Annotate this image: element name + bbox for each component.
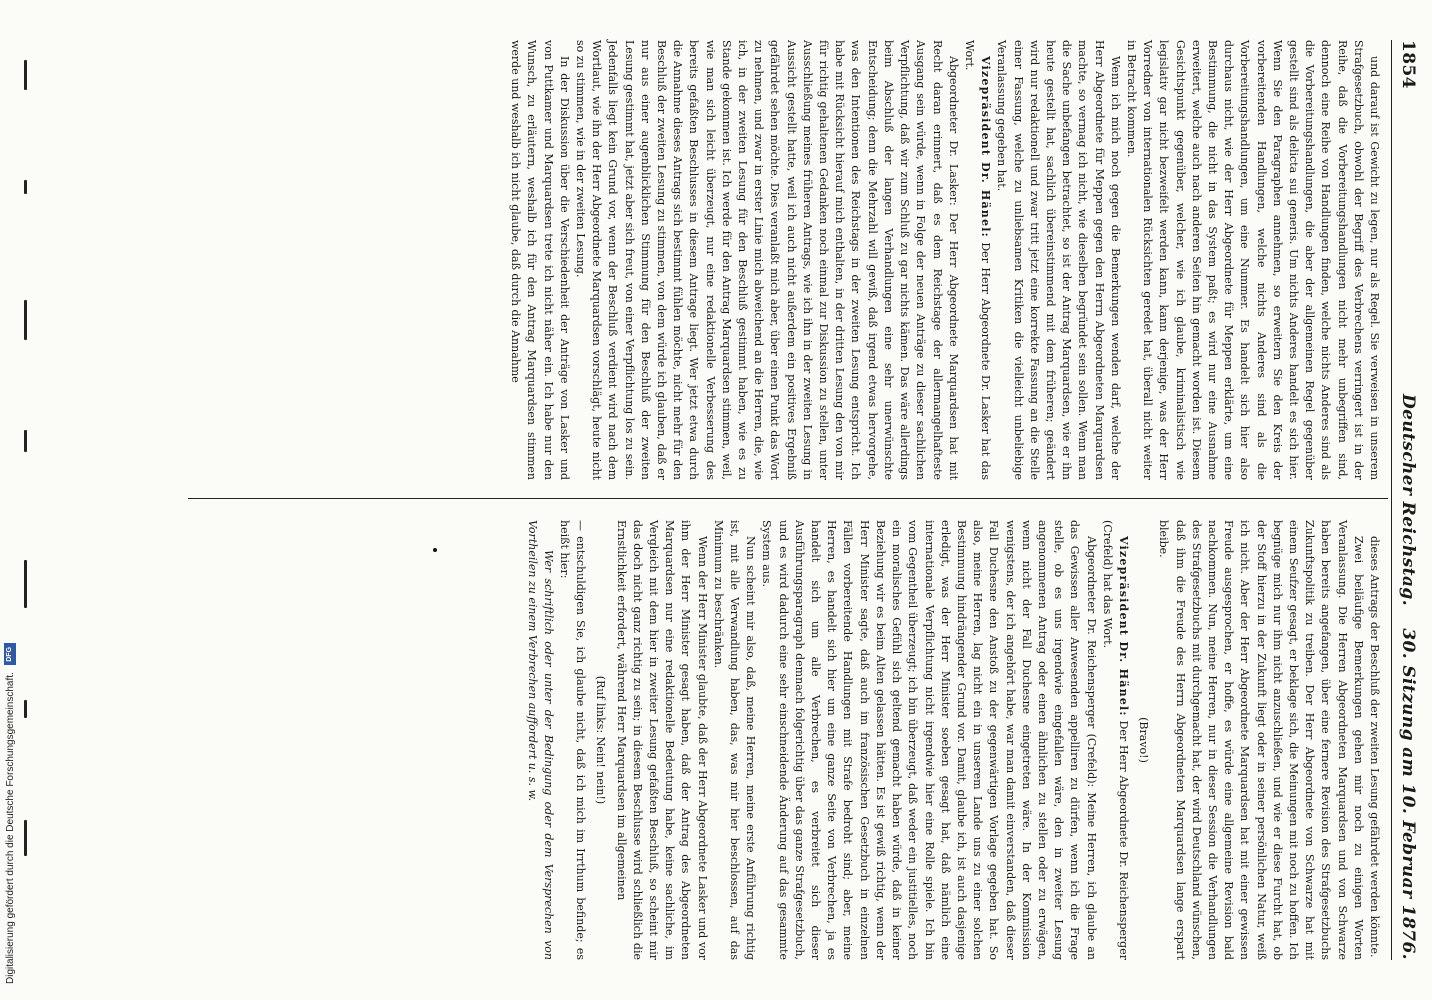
interjection: (Ruf links: Nein! nein!) bbox=[594, 675, 608, 805]
paragraph: und darauf ist Gewicht zu legen, nur als Regel. Sie verweisen in unserem Strafgesetzbuch, obwohl der Begriff des Verbrechens verringert ist in der Reihe, daß die Vorbereitungshandlungen nicht mehr unbegriffen sind, dennoch eine Reihe von Handlungen finden, welche nichts Anderes sind als die Vorbereitungshandlungen, die aber der allgemeinen Regel gegenüber gestellt sind als delicta sui generis. Um nichts Anderes handelt es sich hier. Wenn Sie den Paragraphen annehmen, so erweitern Sie den Kreis der vorbereitenden Handlungen, welche nichts Anderes sind als die Vorbereitungshandlungen, um eine Nummer. Es handelt sich hier also durchaus nicht, wie der Herr Abgeordnete für Meppen erklärte, um eine Bestimmung, die nicht in das System paßt; es wird nur eine Ausnahme erweitert, welche auch nach anderen Seiten hin gemacht worden ist. Diesem Gesichtspunkt gegenüber, welcher, wie ich glaube, kriminalistisch wie legislativ gar nicht bezweifelt werden kann, kann derjenige, was der Herr Vorredner von internationalen Rücksichten geredet hat, überall nicht weiter in Betracht kommen. bbox=[1124, 40, 1381, 480]
speaker-name: Vizepräsident Dr. Hänel: bbox=[1116, 536, 1130, 717]
speaker-text: Der Herr Abgeordnete Dr. Reichensperger (Crefeld) hat das Wort. bbox=[1100, 520, 1130, 960]
column-divider bbox=[188, 498, 1388, 499]
speaker-name: Vizepräsident Dr. Hänel: bbox=[979, 56, 993, 238]
publication-title: Deutscher Reichstag. bbox=[1398, 393, 1418, 607]
ink-speck bbox=[433, 548, 437, 552]
paragraph: Abgeordneter Dr. Lasker: Der Herr Abgeordnete Marquardsen hat mit Recht daran erinnert, daß es dem Reichstage der allermangelhafteste Ausgang sein würde, wenn in Folge der neuen Anträge zu dieser sachlichen Verpflichtung, daß wir zum Schluß zu gar nichts kämen. Das wäre allerdings beim Abschluß der langen Verhandlungen eine sehr unerwünschte Entscheidung; denn die Mehrzahl will gewiß, daß irgend etwas hervorgehe, was den Intentionen des Reichstags in der zweiten Lesung entspricht. Ich habe mit Rücksicht hierauf mich enthalten, in der dritten Lesung den von mir für richtig gehaltenen Gedanken noch einmal zur Diskussion zu stellen, unter Ausschließung meines früheren Antrags, wie ich ihn in der zweiten Lesung in Aussicht gestellt hatte, weil ich auch nicht außerdem ein positives Ergebniß gefährdet sehen möchte. Dies veranlaßt mich aber, über einen Punkt das Wort zu nehmen, und zwar in erster Linie mich abweichend an die Herren, die, wie ich, in der zweiten Lesung für den Beschluß gestimmt haben, wie es zu Stande gekommen ist. Ich werde für den Antrag Marquardsen stimmen, weil, wie man sich leicht überzeugt, nur eine redaktionelle Verbesserung des bereits gefaßten Beschlusses in diesem Antrage liegt. Wer jetzt etwa durch die Annahme dieses Antrags sich bestimmt fühlen möchte, nicht mehr für den Beschluß der zweiten Lesung zu stimmen, von dem würde ich glauben, daß er nur aus einer augenblicklichen Stimmung für den Beschluß der zweiten Lesung gestimmt hat, jetzt aber sich freut, von einer Verpflichtung los zu sein. Jedenfalls liegt kein Grund vor, wenn der Beschluß verdient wird nach dem Wortlaut, wie ihn der Herr Abgeordnete Marquardsen vorschlägt, heute nicht so zu stimmen, wie in der zweiten Lesung. bbox=[574, 40, 960, 480]
paragraph: Nun scheint mir also, daß, meine Herren, meine erste Anführung richtig ist, mit alle Verwandlung haben, das, was mir hier beschlossen, auf das Minimum zu beschränken. bbox=[711, 520, 758, 960]
session-date: 30. Sitzung am 10. Februar 1876. bbox=[1398, 628, 1418, 960]
speaker-text: Der Herr Abgeordnete Dr. Lasker hat das Wort. bbox=[962, 40, 993, 481]
paragraph: Zwei beiläufige Bemerkungen gehen mir noch zu einigen Worten Veranlassung. Die Herren Abgeordneten Marquardsen und von Schwarze haben bereits angefangen, über eine fernere Revision des Strafgesetzbuchs Zukunftspolitik zu treiben. Der Herr Abgeordnete von Schwarze hat mit einem Seufzer gesagt, er beklage sich, die Meinungen mit noch zu hoffen. Ich begnüge mich nur ihm nicht anzuschließen, und wie er diese Furcht hat, ob der Stoff hierzu in der Zukunft liegt oder in seiner persönlichen Natur, weiß ich nicht. Aber der Herr Abgeordnete Marquardsen hat mit einer gewissen Freude ausgesprochen, er hoffe, es würde eine allgemeine Revision bald nachkommen. Nun, meine Herren, nur in dieser Session die Verhandlungen des Strafgesetzbuchs mit durchgemacht hat, der wird Deutschland wünschen, daß ihm die Freude des Herrn Abgeordneten Marquardsen lange erspart bleibe. bbox=[1157, 520, 1365, 960]
page-number: 1854 bbox=[1398, 40, 1418, 89]
header-rule bbox=[1391, 40, 1392, 960]
speaker-turn bbox=[1099, 520, 1131, 960]
speaker-turn bbox=[961, 40, 993, 480]
page-header bbox=[1392, 40, 1418, 960]
right-column bbox=[523, 520, 1382, 960]
left-column bbox=[507, 40, 1382, 480]
quoted-motion: Wer schriftlich oder unter der Bedingung oder dem Versprechen von Vortheilen zu einem Verbrechen auffordert u. s. w. bbox=[525, 520, 555, 960]
paragraph: dieses Antrags der Beschluß der zweiten Lesung gefährdet werden könnte. bbox=[1368, 536, 1381, 958]
paragraph: Abgeordneter Dr. Reichensperger (Crefeld): Meine Herren, ich glaube an das Gewissen aller Anwesenden appelliren zu dürfen, wenn ich die Frage stelle, ob es uns irgendwie eingefallen wäre, den in zweiter Lesung angenommenen Antrag oder einen ähnlichen zu stellen oder zu erwägen, wenn nicht der Fall Duchesne eingetreten wäre. In der Kommission wenigstens, der ich angehört habe, war man damit einverstanden, daß dieser Fall Duchesne den Anstoß zu der gegenwärtigen Vorlage gegeben hat. So also, meine Herren, lag nicht ein in unserem Lande uns zu einer solchen Bestimmung hindrängender Grund vor. Damit, glaube ich, ist auch dasjenige erledigt, was der Herr Minister soeben gesagt hat, daß nämlich eine internationale Verpflichtung nicht irgendwie hier eine Rolle spiele. Ich bin vom Gegentheil überzeugt; ich bin überzeugt, daß weder ein justitielles, noch ein moralisches Gefühl sich geltend gemacht haben würde, daß in keiner Beziehung wir es beim Alten gelassen hätten. Es ist gewiß richtig, wenn der Herr Minister sagte, daß auch im französischen Gesetzbuch in einzelnen Fällen vorbereitende Handlungen mit Strafe bedroht sind; aber, meine Herren, es handelt sich hier um eine ganze Seite von Verbrechen, ja es handelt sich um alle Verbrechen, es verbreitet sich dieser Ausführungsparagraph demnach folgerichtig über das ganze Strafgesetzbuch, und es wird dadurch eine sehr einschneidende Änderung auf das gesammte System aus. bbox=[760, 520, 1098, 960]
dfg-logo-icon: DFG bbox=[4, 643, 16, 665]
paragraph: In der Diskussion über die Verschiedenheit der Anträge von Lasker und von Puttkamer und Marquardsen trete ich nicht näher ein. Ich habe nur den Wunsch, zu erläutern, weshalb ich für den Antrag Marquardsen stimmen werde und weshalb ich nicht glaube, daß durch die Annahme bbox=[509, 40, 571, 480]
digitization-note bbox=[0, 0, 22, 1000]
paragraph: Wenn der Herr Minister glaubte, daß der Herr Abgeordnete Lasker und vor ihm der Herr Minister gesagt haben, daß der Antrag des Abgeordneten Marquardsen nur eine redaktionelle Bedeutung habe, keine sachliche, im Vergleich mit dem hier in zweiter Lesung gefaßten Beschluß, so scheint mir das doch nicht ganz richtig zu sein; in diesem Beschlusse wird schließlich die Ernstlichkeit erfordert, während Herr Marquardsen im allgemeinen bbox=[614, 520, 709, 960]
digitization-text: Digitalisierung gefördert durch die Deutsche Forschungsgemeinschaft. bbox=[5, 672, 16, 984]
paragraph: Wenn ich mich noch gegen die Bemerkungen wenden darf, welche der Herr Abgeordnete für Meppen gegen den Herrn Abgeordneten Marquardsen machte, so vermag ich nicht, wie dieselben begründet sein sollen. Wenn man die Sache unbefangen betrachtet, so ist der Antrag Marquardsen, wie er ihn heute gestellt hat, sachlich übereinstimmend mit dem früheren; geändert wird nur redaktionell und zwar tritt jetzt eine korrekte Fassung an die Stelle einer Fassung, welche zu unliebsamen Kritiken die vielleicht unbeliebige Veranlassung gegeben hat. bbox=[995, 40, 1122, 480]
paragraph: — entschuldigen Sie, ich glaube nicht, daß ich mich im Irrthum befinde; es heißt hier: bbox=[558, 520, 588, 960]
applause-note: (Bravo!) bbox=[1137, 717, 1151, 763]
